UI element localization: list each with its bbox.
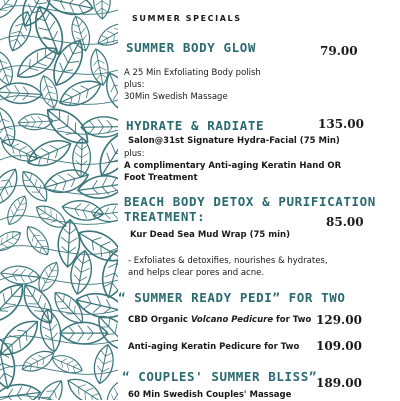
pedi-row-price: 129.00 — [316, 313, 362, 327]
item-title-beach-body-detox-2: TREATMENT: — [124, 209, 206, 224]
item-title-couples-bliss: “ COUPLES' SUMMER BLISS” — [122, 369, 318, 384]
item-desc-line: A complimentary Anti-aging Keratin Hand OR — [124, 161, 342, 171]
item-desc-line: Salon@31st Signature Hydra-Facial (75 Min) — [128, 136, 340, 146]
item-desc-line: - Exfoliates & detoxifies, nourishes & hydrates, — [128, 256, 328, 266]
item-price-couples-bliss: 189.00 — [316, 376, 362, 390]
item-price-beach-body-detox: 85.00 — [326, 215, 364, 229]
pedi-row-keratin: Anti-aging Keratin Pedicure for Two — [128, 342, 300, 352]
section-kicker: SUMMER SPECIALS — [132, 14, 242, 23]
item-desc-line: plus: — [124, 80, 145, 90]
item-desc-line: Kur Dead Sea Mud Wrap (75 min) — [130, 230, 290, 240]
pedi-row-prefix: CBD Organic — [128, 315, 191, 325]
item-desc-line: plus: — [124, 149, 145, 159]
pedi-row-price: 109.00 — [316, 339, 362, 353]
item-title-summer-body-glow: SUMMER BODY GLOW — [126, 40, 257, 55]
pedi-row-suffix: for Two — [273, 315, 312, 325]
item-desc-line: and helps clear pores and acne. — [128, 268, 265, 278]
item-title-beach-body-detox: BEACH BODY DETOX & PURIFICATION — [124, 194, 376, 209]
pedi-row-italic: Volcano Pedicure — [190, 315, 274, 325]
item-price-summer-body-glow: 79.00 — [320, 44, 358, 58]
pedi-row-cbd — [128, 315, 311, 326]
item-title-hydrate-radiate: HYDRATE & RADIATE — [126, 118, 265, 133]
item-desc-line: Foot Treatment — [124, 173, 198, 183]
item-desc-line: A 25 Min Exfoliating Body polish — [124, 68, 261, 78]
item-desc-line: 30Min Swedish Massage — [124, 92, 228, 102]
item-title-summer-ready-pedi: “ SUMMER READY PEDI” FOR TWO — [118, 290, 346, 305]
item-desc-line: 60 Min Swedish Couples' Massage — [128, 390, 292, 400]
item-price-hydrate-radiate: 135.00 — [318, 117, 364, 131]
